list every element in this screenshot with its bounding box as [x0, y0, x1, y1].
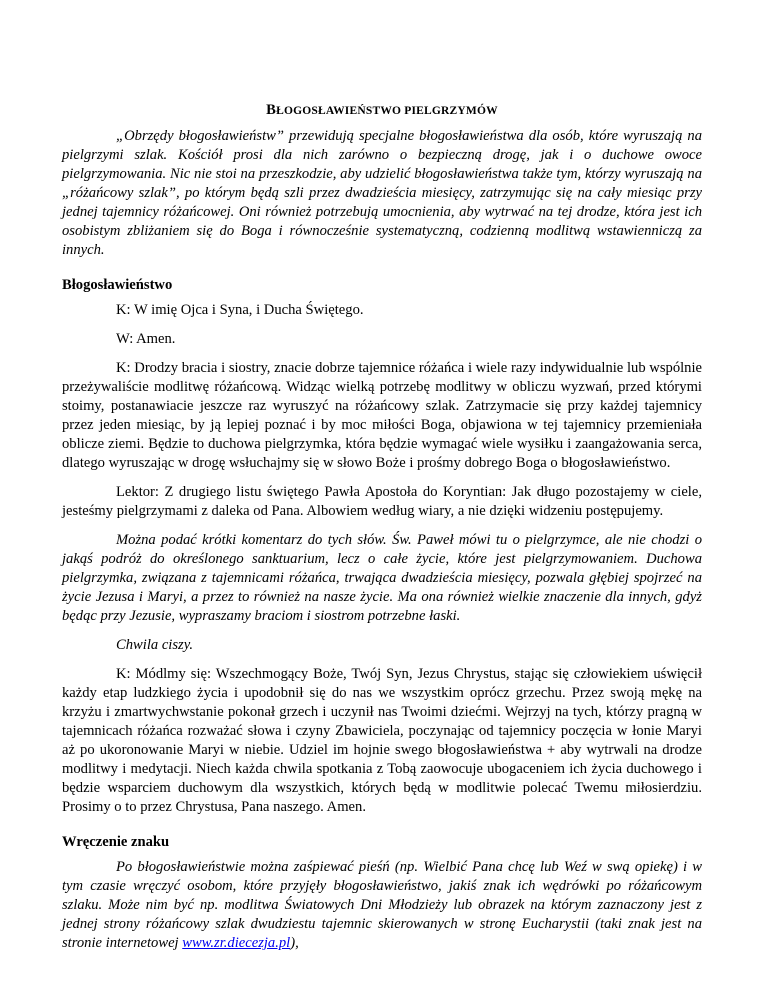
website-link[interactable]: www.zr.diecezja.pl [182, 935, 291, 951]
priest-line-1: K: W imię Ojca i Syna, i Ducha Świętego. [116, 302, 364, 318]
sign-text: Po błogosławieństwie można zaśpiewać pieśń (np. Wielbić Pana chcę lub Weź w swą opiekę) i w tym czasie wręczyć osobom, które przyjęły błogosławieństwo, jakiś znak ich wędrówki po różańcowym szlaku. Może nim być np. modlitwa Światowych Dni Młodzieży lub obrazek na którym zaznaczony jest z jednej strony różańcowy szlak dwudziestu tajemnic skierowanych w stronę Eucharystii (taki znak jest na stronie internetowej [62, 859, 702, 951]
silence-line: Chwila ciszy. [116, 637, 194, 653]
title-rest: ŁOGOSŁAWIEŃSTWO PIELGRZYMÓW [276, 105, 498, 117]
sign-text-end: ), [290, 935, 299, 951]
section-heading-blessing: Błogosławieństwo [62, 277, 173, 293]
section-heading-sign: Wręczenie znaku [62, 834, 170, 850]
commentary-paragraph: Można podać krótki komentarz do tych słów. Św. Paweł mówi tu o pielgrzymce, ale nie chodzi o jakąś podróż do określonego sanktuarium, lecz o całe życie, które jest pielgrzymowaniem. Duchowa pielgrzymka, związana z tajemnicami różańca, trwająca dwadzieścia miesięcy, pozwala głębiej spojrzeć na życie Jezusa i Maryi, a przez to również na nasze życie. Ma ona również wielkie znaczenie dla innych, gdyż będąc przy Jezusie, wypraszamy braciom i siostrom potrzebne łaski. [62, 532, 702, 624]
priest-address-paragraph: K: Drodzy bracia i siostry, znacie dobrze tajemnice różańca i wiele razy indywidualnie lub wspólnie przeżywaliście modlitwę różańcową. Widząc wielką potrzebę modlitwy w obliczu wyzwań, przed którymi stoimy, postanawiacie jeszcze raz wyruszyć na różańcowy szlak. Zatrzymacie się przy każdej tajemnicy przez jeden miesiąc, by ją lepiej poznać i by moc miłości Boga, objawiona w tej tajemnicy przemieniała oblicze ziemi. Będzie to duchowa pielgrzymka, która będzie wymagać wiele wysiłku i zaangażowania serca, dlatego wyruszając w drogę wsłuchajmy się w słowo Boże i prośmy dobrego Boga o błogosławieństwo. [62, 360, 702, 471]
document-title [62, 101, 702, 121]
reading-paragraph: Lektor: Z drugiego listu świętego Pawła Apostoła do Koryntian: Jak długo pozostajemy w ciele, jesteśmy pielgrzymami z daleka od Pana. Albowiem według wiary, a nie dzięki widzeniu postępujemy. [62, 484, 702, 519]
response-line-1: W: Amen. [116, 331, 176, 347]
prayer-paragraph: K: Módlmy się: Wszechmogący Boże, Twój Syn, Jezus Chrystus, stając się człowiekiem uświęcił każdy etap ludzkiego życia i upodobnił się do nas we wszystkim oprócz grzechu. Przez swoją mękę na krzyżu i zmartwychwstanie pokonał grzech i uczynił nas Twoimi dziećmi. Wejrzyj na tych, którzy pragną w tajemnicach różańca rozważać słowa i czyny Zbawiciela, poczynając od tajemnicy poczęcia w łonie Maryi aż po ukoronowanie Maryi w niebie. Udziel im hojnie swego błogosławieństwa + aby wytrwali na drodze modlitwy i medytacji. Niech każda chwila spotkania z Tobą zaowocuje ubogaceniem ich życia duchowego i będzie wsparciem duchowym dla wszystkich, których będą w modlitwie polecać Twemu miłosierdziu. Prosimy o to przez Chrystusa, Pana naszego. Amen. [62, 666, 702, 815]
sign-paragraph [62, 858, 702, 953]
intro-paragraph: „Obrzędy błogosławieństw” przewidują specjalne błogosławieństwa dla osób, które wyruszają na pielgrzymi szlak. Kościół prosi dla nich zarówno o bezpieczną drogę, jak i o duchowe owoce pielgrzymowania. Nic nie stoi na przeszkodzie, aby udzielić błogosławieństwa także tym, którzy wyruszają na „różańcowy szlak”, po którym będą szli przez dwadzieścia miesięcy, zatrzymując się na cały miesiąc przy jednej tajemnicy różańcowej. Oni również potrzebują umocnienia, aby wytrwać na tej drodze, która jest ich osobistym zbliżaniem się do Boga i równocześnie systematyczną, codzienną modlitwą wstawienniczą za innych. [62, 128, 702, 258]
document-content [62, 101, 702, 953]
title-initial: B [266, 102, 277, 118]
